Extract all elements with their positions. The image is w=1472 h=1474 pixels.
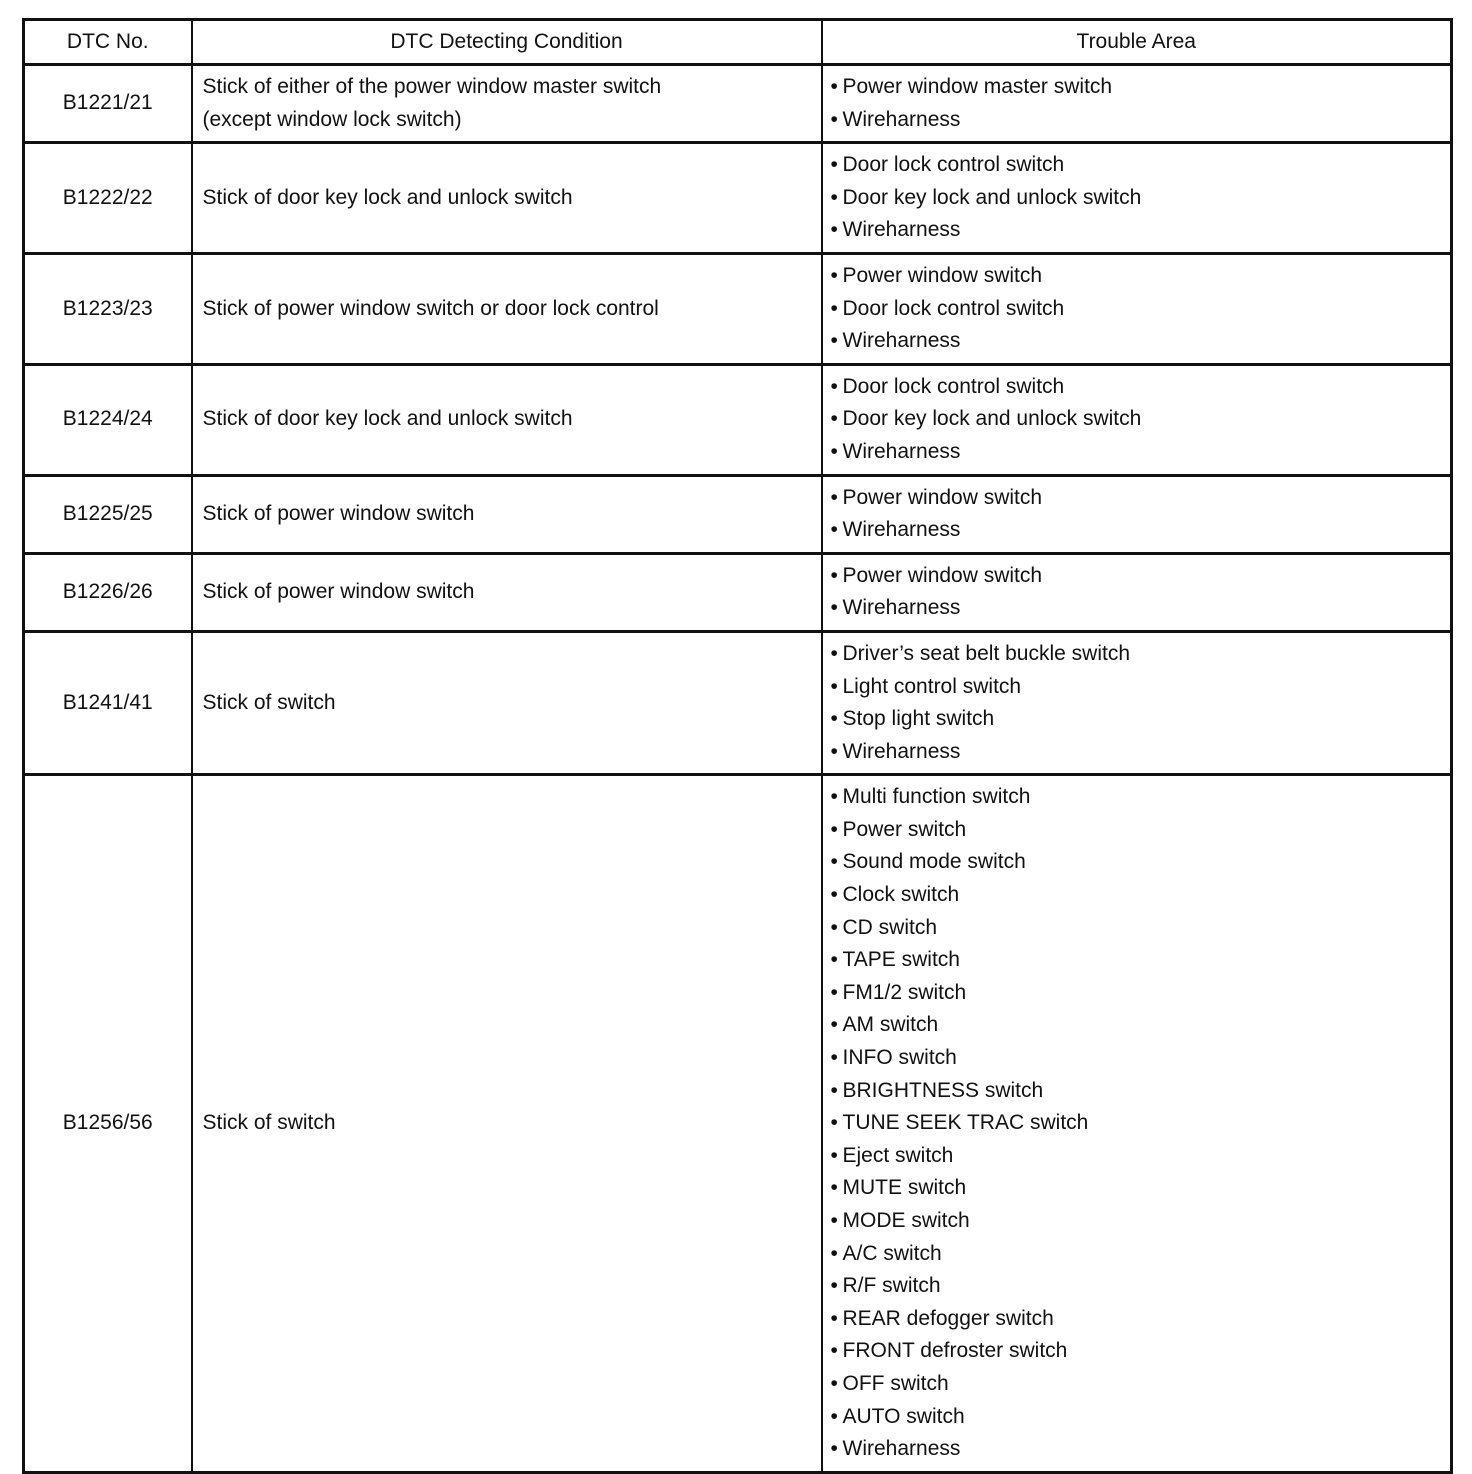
list-item xyxy=(831,703,1451,736)
detecting-condition-cell xyxy=(192,631,822,774)
bullet-icon: • xyxy=(830,785,838,809)
trouble-area-text: Wireharness xyxy=(842,218,961,242)
trouble-area-text: R/F switch xyxy=(842,1274,941,1298)
list-item xyxy=(831,879,1451,912)
list-item xyxy=(831,482,1451,515)
condition-line: Stick of door key lock and unlock switch xyxy=(202,185,573,209)
bullet-icon: • xyxy=(830,329,838,353)
dtc-code-cell: B1226/26 xyxy=(24,553,192,631)
list-item xyxy=(831,592,1451,625)
bullet-icon: • xyxy=(830,1176,838,1200)
bullet-icon: • xyxy=(830,439,838,463)
trouble-area-text: Wireharness xyxy=(842,107,961,131)
table-row xyxy=(24,475,1452,553)
trouble-area-text: MUTE switch xyxy=(842,1176,967,1200)
bullet-icon: • xyxy=(830,1339,838,1363)
trouble-area-cell xyxy=(822,65,1452,143)
dtc-code-cell: B1225/25 xyxy=(24,475,192,553)
list-item xyxy=(831,182,1451,215)
bullet-icon: • xyxy=(830,707,838,731)
condition-line: Stick of door key lock and unlock switch xyxy=(202,407,573,431)
trouble-area-text: Light control switch xyxy=(842,674,1022,698)
list-item xyxy=(831,1401,1451,1434)
list-item xyxy=(831,325,1451,358)
dtc-table xyxy=(22,18,1453,1474)
list-item xyxy=(831,149,1451,182)
bullet-icon: • xyxy=(830,107,838,131)
condition-line: Stick of either of the power window master switch xyxy=(202,75,662,98)
list-item xyxy=(831,912,1451,945)
list-item xyxy=(831,71,1451,104)
bullet-icon: • xyxy=(830,518,838,542)
bullet-icon: • xyxy=(830,1274,838,1298)
header-row xyxy=(24,20,1452,65)
list-item xyxy=(831,293,1451,326)
bullet-icon: • xyxy=(830,739,838,763)
list-item xyxy=(831,1368,1451,1401)
list-item xyxy=(831,944,1451,977)
table-row xyxy=(24,631,1452,774)
bullet-icon: • xyxy=(830,185,838,209)
bullet-icon: • xyxy=(830,915,838,939)
trouble-area-text: OFF switch xyxy=(842,1371,949,1395)
bullet-icon: • xyxy=(830,1143,838,1167)
dtc-code-cell: B1241/41 xyxy=(24,631,192,774)
trouble-area-text: Eject switch xyxy=(842,1143,954,1167)
list-item xyxy=(831,104,1451,137)
detecting-condition-cell xyxy=(192,364,822,475)
table-row xyxy=(24,553,1452,631)
trouble-area-text: Wireharness xyxy=(842,329,961,353)
list-item xyxy=(831,1075,1451,1108)
trouble-area-list xyxy=(831,560,1451,625)
bullet-icon: • xyxy=(830,1437,838,1461)
trouble-area-list xyxy=(831,638,1451,768)
trouble-area-text: A/C switch xyxy=(842,1241,942,1265)
bullet-icon: • xyxy=(830,374,838,398)
trouble-area-text: Clock switch xyxy=(842,883,960,907)
list-item xyxy=(831,214,1451,247)
bullet-icon: • xyxy=(830,980,838,1004)
list-item xyxy=(831,1433,1451,1466)
trouble-area-text: TAPE switch xyxy=(842,948,960,972)
table-body xyxy=(24,65,1452,1473)
trouble-area-text: FRONT defroster switch xyxy=(842,1339,1068,1363)
trouble-area-text: Power switch xyxy=(842,817,967,841)
trouble-area-text: Door lock control switch xyxy=(842,296,1065,320)
bullet-icon: • xyxy=(830,883,838,907)
bullet-icon: • xyxy=(830,407,838,431)
trouble-area-text: Wireharness xyxy=(842,439,961,463)
trouble-area-text: Door key lock and unlock switch xyxy=(842,185,1142,209)
trouble-area-list xyxy=(831,482,1451,547)
dtc-code-cell: B1224/24 xyxy=(24,364,192,475)
bullet-icon: • xyxy=(830,1111,838,1135)
header-detecting-condition: DTC Detecting Condition xyxy=(192,20,822,65)
list-item xyxy=(831,1107,1451,1140)
trouble-area-text: Power window master switch xyxy=(842,75,1113,98)
bullet-icon: • xyxy=(830,296,838,320)
bullet-icon: • xyxy=(830,1306,838,1330)
trouble-area-text: Stop light switch xyxy=(842,707,995,731)
dtc-code-cell: B1221/21 xyxy=(24,65,192,143)
trouble-area-text: INFO switch xyxy=(842,1046,957,1070)
trouble-area-text: AUTO switch xyxy=(842,1404,965,1428)
bullet-icon: • xyxy=(830,596,838,620)
bullet-icon: • xyxy=(830,817,838,841)
bullet-icon: • xyxy=(830,75,838,98)
list-item xyxy=(831,1042,1451,1075)
trouble-area-list xyxy=(831,260,1451,358)
trouble-area-text: MODE switch xyxy=(842,1209,970,1232)
bullet-icon: • xyxy=(830,1209,838,1232)
trouble-area-list xyxy=(831,371,1451,469)
list-item xyxy=(831,560,1451,593)
list-item xyxy=(831,814,1451,847)
trouble-area-cell xyxy=(822,775,1452,1472)
detecting-condition-cell xyxy=(192,65,822,143)
bullet-icon: • xyxy=(830,1404,838,1428)
list-item xyxy=(831,1009,1451,1042)
bullet-icon: • xyxy=(830,1046,838,1070)
trouble-area-cell xyxy=(822,253,1452,364)
trouble-area-text: Wireharness xyxy=(842,596,961,620)
bullet-icon: • xyxy=(830,1013,838,1037)
condition-line: (except window lock switch) xyxy=(202,107,462,131)
bullet-icon: • xyxy=(830,563,838,587)
list-item xyxy=(831,846,1451,879)
list-item xyxy=(831,1270,1451,1303)
table-row xyxy=(24,364,1452,475)
list-item xyxy=(831,1172,1451,1205)
trouble-area-text: Multi function switch xyxy=(842,785,1031,809)
bullet-icon: • xyxy=(830,485,838,509)
trouble-area-text: Power window switch xyxy=(842,263,1043,287)
detecting-condition-cell xyxy=(192,253,822,364)
condition-line: Stick of switch xyxy=(202,690,336,714)
trouble-area-cell xyxy=(822,631,1452,774)
list-item xyxy=(831,1238,1451,1271)
table-row xyxy=(24,143,1452,254)
trouble-area-cell xyxy=(822,553,1452,631)
trouble-area-text: Door key lock and unlock switch xyxy=(842,407,1142,431)
detecting-condition-cell xyxy=(192,775,822,1472)
bullet-icon: • xyxy=(830,153,838,177)
bullet-icon: • xyxy=(830,1371,838,1395)
bullet-icon: • xyxy=(830,218,838,242)
trouble-area-text: Wireharness xyxy=(842,1437,961,1461)
condition-line: Stick of power window switch xyxy=(202,580,475,604)
list-item xyxy=(831,638,1451,671)
bullet-icon: • xyxy=(830,263,838,287)
condition-line: Stick of power window switch xyxy=(202,501,475,525)
trouble-area-text: FM1/2 switch xyxy=(842,980,967,1004)
trouble-area-list xyxy=(831,781,1451,1465)
list-item xyxy=(831,1140,1451,1173)
list-item xyxy=(831,514,1451,547)
trouble-area-text: CD switch xyxy=(842,915,938,939)
trouble-area-text: Power window switch xyxy=(842,485,1043,509)
detecting-condition-cell xyxy=(192,553,822,631)
trouble-area-list xyxy=(831,71,1451,136)
bullet-icon: • xyxy=(830,1078,838,1102)
bullet-icon: • xyxy=(830,641,838,665)
trouble-area-cell xyxy=(822,143,1452,254)
trouble-area-text: Driver’s seat belt buckle switch xyxy=(842,641,1130,665)
trouble-area-text: BRIGHTNESS switch xyxy=(842,1078,1044,1102)
list-item xyxy=(831,977,1451,1010)
header-dtc-no: DTC No. xyxy=(24,20,192,65)
trouble-area-list xyxy=(831,149,1451,247)
trouble-area-text: Sound mode switch xyxy=(842,850,1026,874)
trouble-area-text: Door lock control switch xyxy=(842,374,1065,398)
dtc-code-cell: B1223/23 xyxy=(24,253,192,364)
bullet-icon: • xyxy=(830,1241,838,1265)
list-item xyxy=(831,671,1451,704)
list-item xyxy=(831,1303,1451,1336)
trouble-area-text: Power window switch xyxy=(842,563,1043,587)
condition-line: Stick of switch xyxy=(202,1111,336,1135)
trouble-area-text: AM switch xyxy=(842,1013,939,1037)
trouble-area-text: Wireharness xyxy=(842,518,961,542)
bullet-icon: • xyxy=(830,674,838,698)
dtc-code-cell: B1222/22 xyxy=(24,143,192,254)
list-item xyxy=(831,736,1451,769)
trouble-area-text: Wireharness xyxy=(842,739,961,763)
list-item xyxy=(831,260,1451,293)
header-trouble-area: Trouble Area xyxy=(822,20,1452,65)
list-item xyxy=(831,1335,1451,1368)
trouble-area-cell xyxy=(822,364,1452,475)
table-row xyxy=(24,253,1452,364)
detecting-condition-cell xyxy=(192,475,822,553)
list-item xyxy=(831,371,1451,404)
list-item xyxy=(831,403,1451,436)
trouble-area-cell xyxy=(822,475,1452,553)
dtc-code-cell: B1256/56 xyxy=(24,775,192,1472)
table-row xyxy=(24,775,1452,1472)
bullet-icon: • xyxy=(830,948,838,972)
list-item xyxy=(831,1205,1451,1238)
list-item xyxy=(831,781,1451,814)
list-item xyxy=(831,436,1451,469)
trouble-area-text: TUNE SEEK TRAC switch xyxy=(842,1111,1089,1135)
table-row xyxy=(24,65,1452,143)
trouble-area-text: Door lock control switch xyxy=(842,153,1065,177)
condition-line: Stick of power window switch or door lock control xyxy=(202,296,659,320)
bullet-icon: • xyxy=(830,850,838,874)
detecting-condition-cell xyxy=(192,143,822,254)
trouble-area-text: REAR defogger switch xyxy=(842,1306,1054,1330)
table-header xyxy=(24,20,1452,65)
